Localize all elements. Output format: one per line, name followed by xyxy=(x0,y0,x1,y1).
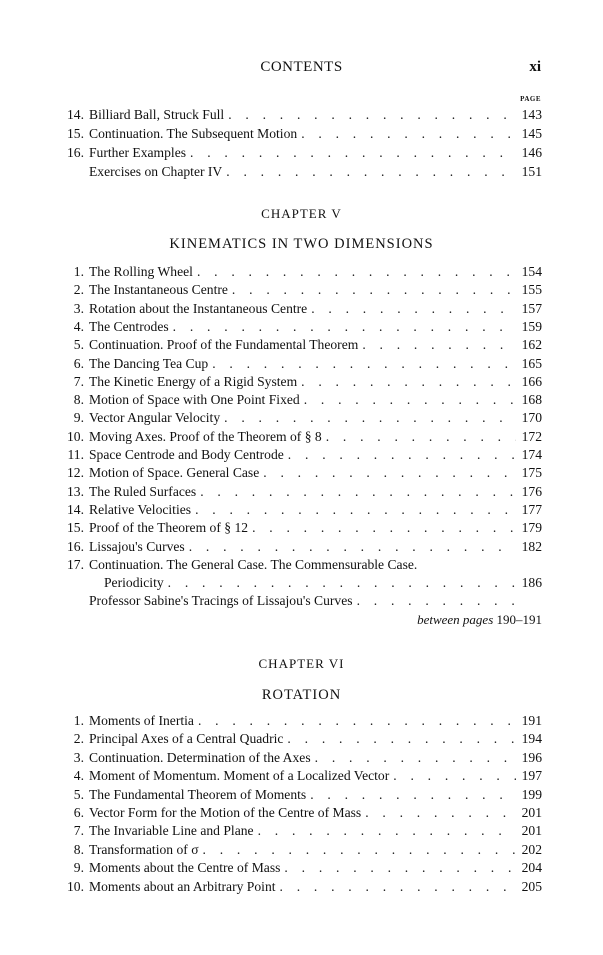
entry-number: 9. xyxy=(73,860,84,876)
entry-page: 205 xyxy=(521,878,542,894)
entry-page: 202 xyxy=(521,841,542,857)
entry-number: 12. xyxy=(67,465,84,481)
dot-leader xyxy=(198,712,516,730)
toc-entry xyxy=(60,373,542,391)
entry-number: 7. xyxy=(73,823,84,839)
entry-number: 10. xyxy=(67,428,84,444)
dot-leader xyxy=(301,125,516,143)
dot-leader xyxy=(200,483,516,501)
entry-title: Moments of Inertia xyxy=(89,713,194,728)
toc-entry xyxy=(60,318,542,336)
entry-page: 145 xyxy=(521,126,542,141)
entry-title: Professor Sabine's Tracings of Lissajou's Curves xyxy=(89,593,353,609)
toc-entry xyxy=(60,712,542,730)
entry-title: Moments about the Centre of Mass xyxy=(89,860,281,876)
page-header-title: CONTENTS xyxy=(260,59,343,75)
toc-entry xyxy=(60,144,542,162)
entry-number: 2. xyxy=(73,282,84,298)
dot-leader xyxy=(287,730,516,748)
dot-leader xyxy=(280,878,516,896)
entry-page: 176 xyxy=(521,483,542,499)
entry-page: 179 xyxy=(521,520,542,536)
entry-number: 8. xyxy=(73,392,84,408)
toc-entry xyxy=(60,483,542,501)
entry-title: The Kinetic Energy of a Rigid System xyxy=(89,373,298,389)
chapter-title: ROTATION xyxy=(261,687,342,703)
dot-leader xyxy=(301,373,516,391)
entry-title: The Ruled Surfaces xyxy=(89,483,197,499)
toc-entry xyxy=(60,822,542,840)
entry-number: 4. xyxy=(73,768,84,784)
entry-number: 14. xyxy=(67,501,84,517)
entry-number: 3. xyxy=(73,749,84,765)
entry-page: 165 xyxy=(521,355,542,371)
entry-page: 172 xyxy=(521,428,542,444)
entry-title: Motion of Space with One Point Fixed xyxy=(89,392,300,408)
entry-title: Periodicity xyxy=(104,575,164,591)
entry-title: Space Centrode and Body Centrode xyxy=(89,447,284,462)
entry-number: 10. xyxy=(67,878,84,894)
entry-title: Further Examples xyxy=(89,145,187,160)
entry-number: 13. xyxy=(67,483,84,499)
dot-leader xyxy=(315,749,516,767)
toc-entry xyxy=(60,501,542,519)
entry-page: 194 xyxy=(521,731,542,747)
toc-entry xyxy=(60,749,542,767)
entry-title: The Instantaneous Centre xyxy=(89,282,228,298)
between-pages-note xyxy=(417,612,542,628)
entry-title: Vector Form for the Motion of the Centre of Mass xyxy=(89,805,362,820)
dot-leader xyxy=(288,446,516,464)
entry-number: 1. xyxy=(73,713,84,728)
toc-entry xyxy=(60,574,542,592)
toc-entry xyxy=(60,730,542,748)
toc-entry xyxy=(60,767,542,785)
toc-entry xyxy=(60,428,542,446)
dot-leader xyxy=(365,804,516,822)
dot-leader xyxy=(310,786,516,804)
dot-leader xyxy=(212,355,516,373)
entry-page: 151 xyxy=(521,164,542,179)
entry-page: 168 xyxy=(521,392,542,408)
entry-title: Proof of the Theorem of § 12 xyxy=(89,520,249,536)
entry-number: 5. xyxy=(73,337,84,353)
entry-page: 197 xyxy=(521,768,542,784)
toc-entry xyxy=(60,538,542,556)
entry-number: 6. xyxy=(73,355,84,371)
entry-number: 14. xyxy=(67,107,84,122)
entry-page: 201 xyxy=(521,805,542,820)
entry-page: 175 xyxy=(521,465,542,481)
entry-number: 4. xyxy=(73,318,84,334)
entry-title: Rotation about the Instantaneous Centre xyxy=(89,300,308,316)
toc-entry xyxy=(60,841,542,859)
dot-leader xyxy=(197,263,516,281)
entry-number: 8. xyxy=(73,841,84,857)
toc-entry xyxy=(60,300,542,318)
entry-page: 199 xyxy=(521,786,542,802)
toc-entry xyxy=(60,878,542,896)
toc-entry xyxy=(60,556,542,574)
entry-title: Continuation. Proof of the Fundamental Theorem xyxy=(89,337,359,353)
entry-number: 15. xyxy=(67,520,84,536)
entry-page: 154 xyxy=(521,264,542,279)
dot-leader xyxy=(224,409,516,427)
entry-number: 6. xyxy=(73,805,84,820)
dot-leader xyxy=(357,592,516,610)
entry-title: Motion of Space. General Case xyxy=(89,465,260,481)
entry-number: 2. xyxy=(73,731,84,747)
entry-title: Moments about an Arbitrary Point xyxy=(89,878,276,894)
toc-entry xyxy=(60,391,542,409)
entry-title: Exercises on Chapter IV xyxy=(89,164,223,179)
entry-title: Vector Angular Velocity xyxy=(89,410,221,426)
entry-number: 7. xyxy=(73,373,84,389)
entry-title: The Invariable Line and Plane xyxy=(89,823,254,839)
entry-page: 186 xyxy=(521,575,542,591)
entry-title: Transformation of σ xyxy=(89,841,199,857)
dot-leader xyxy=(189,538,516,556)
entry-number: 9. xyxy=(73,410,84,426)
entry-page xyxy=(417,556,439,574)
toc-entry xyxy=(60,281,542,299)
chapter-title: KINEMATICS IN TWO DIMENSIONS xyxy=(169,236,434,252)
entry-page: 162 xyxy=(521,337,542,353)
entry-title: Principal Axes of a Central Quadric xyxy=(89,731,284,747)
toc-entry xyxy=(60,786,542,804)
entry-title: Continuation. The General Case. The Commensurable Case. xyxy=(89,556,418,572)
dot-leader xyxy=(203,841,516,859)
toc-entry xyxy=(60,519,542,537)
dot-leader xyxy=(311,300,516,318)
dot-leader xyxy=(304,391,516,409)
entry-number: 16. xyxy=(67,538,84,554)
entry-page: 201 xyxy=(521,823,542,839)
page-column-label: PAGE xyxy=(520,95,541,103)
toc-entry xyxy=(60,106,542,124)
toc-entry xyxy=(60,464,542,482)
toc-entry xyxy=(60,446,542,464)
dot-leader xyxy=(252,519,516,537)
entry-page: 143 xyxy=(521,107,542,122)
entry-title: The Centrodes xyxy=(89,318,169,334)
entry-title: The Rolling Wheel xyxy=(89,264,193,279)
entry-page xyxy=(520,592,542,610)
entry-number: 1. xyxy=(73,264,84,279)
between-pages-range: 190–191 xyxy=(496,612,542,627)
entry-page: 174 xyxy=(521,447,542,462)
entry-number: 15. xyxy=(67,126,84,141)
entry-page: 157 xyxy=(521,300,542,316)
entry-title: The Fundamental Theorem of Moments xyxy=(89,786,307,802)
dot-leader xyxy=(326,428,516,446)
entry-page: 196 xyxy=(521,749,542,765)
dot-leader xyxy=(190,144,516,162)
toc-entry xyxy=(60,804,542,822)
chapter-heading: CHAPTER VI xyxy=(258,656,345,671)
entry-number: 17. xyxy=(67,556,84,572)
toc-entry xyxy=(60,263,542,281)
entry-page: 159 xyxy=(521,318,542,334)
toc-entry xyxy=(60,125,542,143)
toc-entry xyxy=(60,592,542,610)
dot-leader xyxy=(173,318,516,336)
dot-leader xyxy=(393,767,516,785)
entry-number: 3. xyxy=(73,300,84,316)
entry-title: The Dancing Tea Cup xyxy=(89,355,209,371)
toc-entry xyxy=(60,355,542,373)
entry-number: 11. xyxy=(67,447,84,462)
dot-leader xyxy=(258,822,516,840)
entry-title: Continuation. Determination of the Axes xyxy=(89,749,311,765)
entry-page: 177 xyxy=(521,501,542,517)
entry-title: Billiard Ball, Struck Full xyxy=(89,107,225,122)
toc-entry xyxy=(60,859,542,877)
entry-title: Continuation. The Subsequent Motion xyxy=(89,126,298,141)
entry-number: 16. xyxy=(67,145,84,160)
entry-title: Lissajou's Curves xyxy=(89,538,185,554)
entry-page: 166 xyxy=(521,373,542,389)
entry-number: 5. xyxy=(73,786,84,802)
entry-page: 204 xyxy=(521,860,542,876)
dot-leader xyxy=(226,163,516,181)
entry-title: Moving Axes. Proof of the Theorem of § 8 xyxy=(89,428,322,444)
entry-page: 191 xyxy=(521,713,542,728)
entry-page: 155 xyxy=(521,282,542,298)
dot-leader xyxy=(168,574,516,592)
entry-page: 182 xyxy=(521,538,542,554)
dot-leader xyxy=(263,464,516,482)
toc-entry xyxy=(60,163,542,181)
entry-page: 170 xyxy=(521,410,542,426)
entry-title: Moment of Momentum. Moment of a Localized Vector xyxy=(89,768,390,784)
dot-leader xyxy=(284,859,516,877)
chapter-heading: CHAPTER V xyxy=(261,206,342,221)
page-number: xi xyxy=(529,59,541,75)
entry-page: 146 xyxy=(521,145,542,160)
dot-leader xyxy=(195,501,516,519)
dot-leader xyxy=(362,336,516,354)
dot-leader xyxy=(228,106,516,124)
toc-entry xyxy=(60,336,542,354)
entry-title: Relative Velocities xyxy=(89,501,192,517)
between-pages-label: between pages xyxy=(417,612,494,627)
dot-leader xyxy=(232,281,516,299)
toc-entry xyxy=(60,409,542,427)
